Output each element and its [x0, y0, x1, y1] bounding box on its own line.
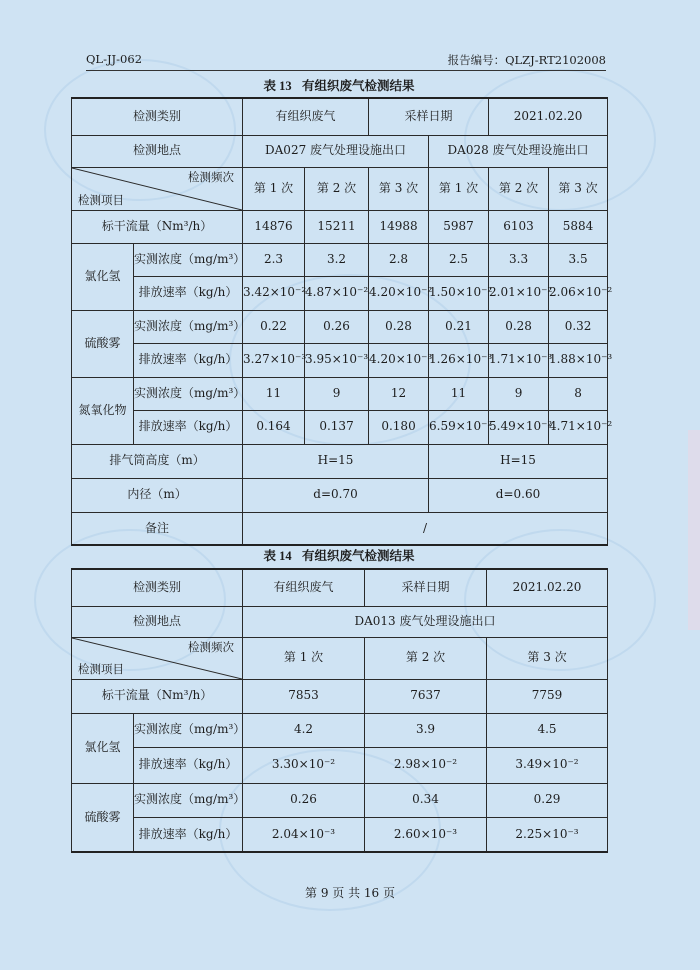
value-cell: 0.22	[243, 310, 305, 343]
table13-caption	[71, 76, 607, 94]
freq-cell: 第 1 次	[243, 637, 365, 679]
site-da028: DA028 废气处理设施出口	[429, 135, 608, 167]
value-cell: 0.26	[305, 310, 369, 343]
value-cell: 12	[369, 377, 429, 410]
value-cell: 3.49×10⁻²	[487, 747, 608, 783]
value-cell: 0.137	[305, 410, 369, 444]
value-cell: 2.3	[243, 243, 305, 276]
date-value: 2021.02.20	[487, 569, 608, 606]
value-cell: 3.3	[489, 243, 549, 276]
value-cell: 11	[243, 377, 305, 410]
table-row	[72, 243, 608, 276]
rate-label: 排放速率（kg/h）	[134, 343, 243, 377]
site-label: 检测地点	[72, 606, 243, 637]
value-cell: 0.28	[489, 310, 549, 343]
type-label: 检测类别	[72, 98, 243, 135]
flow-row	[72, 210, 608, 243]
table14-caption	[71, 546, 607, 564]
conc-label: 实测浓度（mg/m³）	[134, 310, 243, 343]
value-cell: 0.32	[549, 310, 608, 343]
value-cell: 5987	[429, 210, 489, 243]
date-value: 2021.02.20	[489, 98, 608, 135]
value-cell: 3.30×10⁻²	[243, 747, 365, 783]
value-cell: 0.34	[365, 783, 487, 817]
table-row	[72, 310, 608, 343]
table-row	[72, 713, 608, 747]
conc-label: 实测浓度（mg/m³）	[134, 377, 243, 410]
value-cell: 2.25×10⁻³	[487, 817, 608, 852]
rate-label: 排放速率（kg/h）	[134, 747, 243, 783]
value-cell: 3.9	[365, 713, 487, 747]
value-cell: 4.71×10⁻²	[549, 410, 608, 444]
pollutant-name: 氮氧化物	[72, 377, 134, 444]
value-cell: 14988	[369, 210, 429, 243]
value-cell: 1.26×10⁻³	[429, 343, 489, 377]
value-cell: 0.29	[487, 783, 608, 817]
height-da028: H=15	[429, 444, 608, 478]
conc-label: 实测浓度（mg/m³）	[134, 243, 243, 276]
diameter-da028: d=0.60	[429, 478, 608, 512]
value-cell: 7637	[365, 679, 487, 713]
diameter-label: 内径（m）	[72, 478, 243, 512]
value-cell: 2.5	[429, 243, 489, 276]
value-cell: 0.26	[243, 783, 365, 817]
flow-label: 标干流量（Nm³/h）	[72, 679, 243, 713]
conc-label: 实测浓度（mg/m³）	[134, 713, 243, 747]
item-label: 检测项目	[78, 192, 124, 207]
value-cell: 0.28	[369, 310, 429, 343]
date-label: 采样日期	[365, 569, 487, 606]
value-cell: 6.59×10⁻²	[429, 410, 489, 444]
item-label: 检测项目	[78, 661, 124, 676]
value-cell: 5884	[549, 210, 608, 243]
rate-label: 排放速率（kg/h）	[134, 817, 243, 852]
value-cell: 9	[489, 377, 549, 410]
value-cell: 2.8	[369, 243, 429, 276]
value-cell: 4.87×10⁻²	[305, 276, 369, 310]
pollutant-name: 氯化氢	[72, 243, 134, 310]
pollutant-name: 硫酸雾	[72, 310, 134, 377]
value-cell: 11	[429, 377, 489, 410]
date-label: 采样日期	[369, 98, 489, 135]
flow-label: 标干流量（Nm³/h）	[72, 210, 243, 243]
table14-title: 有组织废气检测结果	[301, 548, 415, 563]
value-cell: 3.2	[305, 243, 369, 276]
freq-cell: 第 2 次	[365, 637, 487, 679]
table-row	[72, 343, 608, 377]
value-cell: 3.95×10⁻³	[305, 343, 369, 377]
freq-label: 检测频次	[188, 169, 235, 184]
value-cell: 4.20×10⁻²	[369, 276, 429, 310]
remark-label: 备注	[72, 512, 243, 545]
page-number: 第 9 页 共 16 页	[305, 886, 395, 900]
site-da027: DA027 废气处理设施出口	[243, 135, 429, 167]
pollutant-name: 硫酸雾	[72, 783, 134, 852]
value-cell: 0.164	[243, 410, 305, 444]
value-cell: 2.06×10⁻²	[549, 276, 608, 310]
freq-cell: 第 1 次	[243, 167, 305, 210]
remark-value: /	[243, 512, 608, 545]
table13-number: 表 13	[263, 79, 292, 93]
inner-diameter-row	[72, 478, 608, 512]
value-cell: 7759	[487, 679, 608, 713]
diagonal-header	[72, 167, 243, 210]
page-header	[86, 50, 606, 71]
freq-cell: 第 3 次	[369, 167, 429, 210]
value-cell: 2.98×10⁻²	[365, 747, 487, 783]
freq-cell: 第 2 次	[305, 167, 369, 210]
type-label: 检测类别	[72, 569, 243, 606]
table14-number: 表 14	[263, 549, 292, 563]
value-cell: 3.27×10⁻³	[243, 343, 305, 377]
freq-cell: 第 2 次	[489, 167, 549, 210]
table-row	[72, 747, 608, 783]
value-cell: 4.5	[487, 713, 608, 747]
table13-title: 有组织废气检测结果	[301, 78, 415, 93]
table-row	[72, 276, 608, 310]
value-cell: 3.42×10⁻²	[243, 276, 305, 310]
value-cell: 4.20×10⁻³	[369, 343, 429, 377]
type-value: 有组织废气	[243, 569, 365, 606]
value-cell: 9	[305, 377, 369, 410]
value-cell: 5.49×10⁻²	[489, 410, 549, 444]
value-cell: 1.88×10⁻³	[549, 343, 608, 377]
rate-label: 排放速率（kg/h）	[134, 276, 243, 310]
rate-label: 排放速率（kg/h）	[134, 410, 243, 444]
value-cell: 8	[549, 377, 608, 410]
report-number: 报告编号：QLZJ-RT2102008	[447, 53, 606, 67]
remark-row	[72, 512, 608, 545]
type-value: 有组织废气	[243, 98, 369, 135]
value-cell: 0.180	[369, 410, 429, 444]
freq-cell: 第 3 次	[549, 167, 608, 210]
table-row	[72, 783, 608, 817]
table-row	[72, 410, 608, 444]
value-cell: 2.01×10⁻²	[489, 276, 549, 310]
value-cell: 1.50×10⁻²	[429, 276, 489, 310]
site-da013: DA013 废气处理设施出口	[243, 606, 608, 637]
value-cell: 7853	[243, 679, 365, 713]
value-cell: 15211	[305, 210, 369, 243]
value-cell: 1.71×10⁻³	[489, 343, 549, 377]
pollutant-name: 氯化氢	[72, 713, 134, 783]
diameter-da027: d=0.70	[243, 478, 429, 512]
table-row	[72, 817, 608, 852]
freq-cell: 第 3 次	[487, 637, 608, 679]
table14	[71, 568, 608, 853]
conc-label: 实测浓度（mg/m³）	[134, 783, 243, 817]
freq-label: 检测频次	[188, 639, 235, 654]
value-cell: 2.04×10⁻³	[243, 817, 365, 852]
flow-row	[72, 679, 608, 713]
height-da027: H=15	[243, 444, 429, 478]
value-cell: 0.21	[429, 310, 489, 343]
table13	[71, 97, 613, 546]
site-label: 检测地点	[72, 135, 243, 167]
stack-height-row	[72, 444, 608, 478]
freq-cell: 第 1 次	[429, 167, 489, 210]
diagonal-header	[72, 637, 243, 679]
value-cell: 6103	[489, 210, 549, 243]
height-label: 排气筒高度（m）	[72, 444, 243, 478]
table-row	[72, 377, 608, 410]
value-cell: 4.2	[243, 713, 365, 747]
value-cell: 3.5	[549, 243, 608, 276]
value-cell: 2.60×10⁻³	[365, 817, 487, 852]
value-cell: 14876	[243, 210, 305, 243]
document-code: QL-JJ-062	[86, 52, 143, 66]
